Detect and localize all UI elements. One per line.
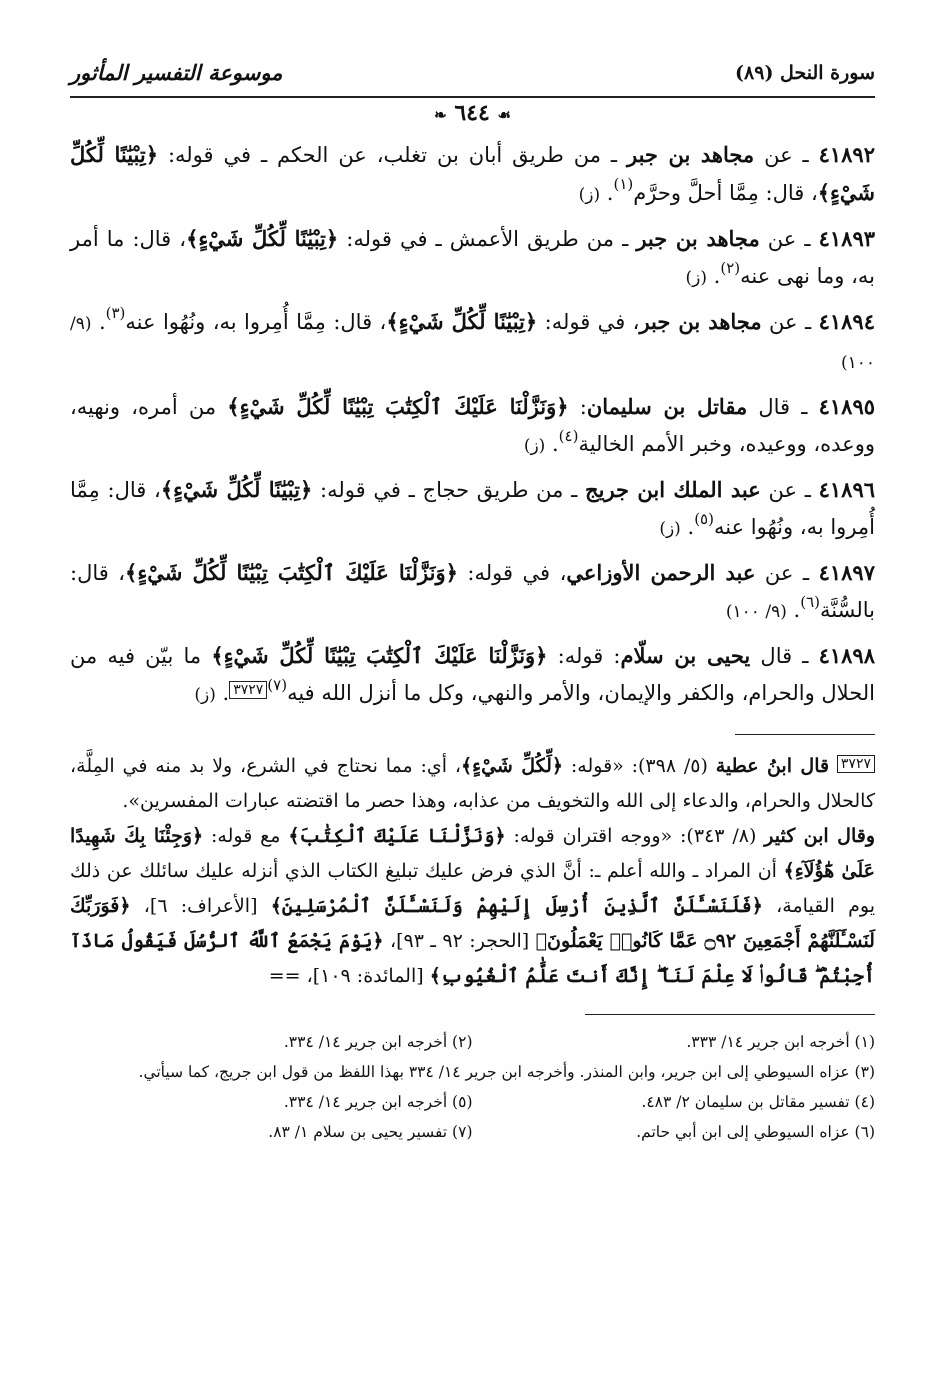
quran-verse: ﴿وَنَزَّلْنَا عَلَيْكَ ٱلْكِتَٰبَ﴾ [288,825,506,847]
footnote-3: (٣) عزاه السيوطي إلى ابن جرير، وابن المنذر. وأخرجه ابن جرير ١٤/ ٣٣٤ بهذا اللفظ من قول ابن جريج، كما سيأتي. [138,1063,875,1081]
quran-verse: ﴿يَوْمَ يَجْمَعُ ٱللَّهُ ٱلرُّسُلَ فَيَقُولُ مَاذَآ أُجِبْتُمْ ۖ قَالُوا۟ لَا عِلْمَ لَنَآ ۖ إِنَّكَ أَنتَ عَلَّٰمُ ٱلْغُيُوبِ﴾ [70,930,875,987]
text-run: . [680,515,695,539]
narrator-name: مجاهد بن جبر [639,309,762,334]
footnote-2: (٢) أخرجه ابن جرير ١٤/ ٣٣٤. [283,1033,473,1051]
footnotes [70,1027,875,1147]
ornament-left-icon: ❧ [434,106,447,124]
text-run: ـ من طريق الأعمش ـ في قوله: [338,227,637,251]
source-code: (ز) [523,436,546,456]
quran-verse: ﴿تِبْيَٰنًا لِّكُلِّ شَيْءٍ﴾ [70,142,875,205]
text-run: أن المراد ـ والله أعلم ـ: أنَّ الذي فرض عليك تبليغ الكتاب الذي أنزله عليك سائلك عن ذلك يوم القيامة، [70,860,875,917]
commentary-paragraph [70,749,875,819]
text-run: (٨/ ٣٤٣): «ووجه اقتران قوله: [505,825,765,847]
text-run: [المائدة: ١٠٩]، == [268,965,430,987]
text-run: ـ عن [760,478,819,502]
footnotes-separator [585,1014,875,1015]
footnote-4: (٤) تفسير مقاتل بن سليمان ٢/ ٤٨٣. [641,1093,875,1111]
narration-entry [70,471,875,548]
commentary-paragraph [70,819,875,994]
text-run: ، في قوله: [457,561,567,585]
commentary-ref-box: ٣٧٢٧ [837,755,875,773]
narrations-list [70,136,875,714]
footnote-ref: (١) [613,175,634,193]
page-number-row [70,100,875,130]
text-run: [الحجر: ٩٢ ـ ٩٣]، [383,930,536,952]
narration-entry [70,303,875,382]
narration-entry [70,637,875,714]
text-run: ـ عن [759,227,819,251]
footnote-5: (٥) أخرجه ابن جرير ١٤/ ٣٣٤. [283,1093,473,1111]
commentary-block [70,749,875,994]
text-run: ، قال: بالسُّنَّة [70,561,875,622]
text-run: . [707,264,721,288]
footnote-ref: (٤) [558,427,579,445]
commentary-ref-box: ٣٧٢٧ [229,681,267,699]
footnote-7: (٧) تفسير يحيى بن سلام ١/ ٨٣. [268,1123,473,1141]
footnote-ref: (٢) [720,259,741,277]
narrator-name: مجاهد بن جبر [627,142,755,167]
text-run [829,755,837,777]
text-run: ـ عن [755,561,819,585]
ornament-right-icon: ☙ [497,106,511,124]
page-header [70,60,875,98]
footnote-ref: (٣) [105,304,126,322]
source-code: (ز) [659,519,681,539]
narration-entry [70,220,875,297]
narration-number: ٤١٨٩٥ [818,394,876,419]
narration-number: ٤١٨٩٢ [818,142,875,167]
text-run: : [568,395,587,419]
narration-number: ٤١٨٩٧ [818,560,875,585]
footnote-ref: (٦) [800,593,821,611]
quran-verse: ﴿وَجِئْنَا بِكَ شَهِيدًا عَلَىٰ هَٰٓؤُلَآءِ﴾ [70,825,875,882]
text-run: [الأعراف: ٦]، [130,895,271,917]
narrator-name: يحيى بن سلّام [620,643,751,668]
footnote-ref: (٧) [267,676,288,694]
text-run: ، أي: مما نحتاج في الشرع، ولا بد منه في المِلَّة، كالحلال والحرام، والدعاء إلى الله والتخويف من عذابه، وهذا حصر ما اقتضته عبارات المفسرين». [70,755,875,812]
footnote-1: (١) أخرجه ابن جرير ١٤/ ٣٣٣. [686,1033,875,1051]
narrator-name: وقال ابن كثير [764,825,876,847]
text-run: ـ عن [761,310,819,334]
text-run: ما بيّن فيه من الحلال والحرام، والكفر والإيمان، والأمر والنهي، وكل ما أنزل الله فيه [70,644,875,705]
text-run: (٥/ ٣٩٨): «قوله: [563,755,716,777]
narrator-name: مقاتل بن سليمان [586,394,748,419]
text-run: مع قوله: [203,825,289,847]
text-run: . [545,432,559,456]
commentary-separator [735,734,875,735]
narrator-name: عبد الرحمن الأوزاعي [566,560,756,585]
narration-number: ٤١٨٩٦ [818,477,876,502]
text-run: ـ عن [754,143,819,167]
quran-verse: ﴿وَنَزَّلْنَا عَلَيْكَ ٱلْكِتَٰبَ تِبْيَٰنًا لِّكُلِّ شَيْءٍ﴾ [227,394,569,419]
text-run: . [215,681,230,705]
text-run: ـ من طريق حجاج ـ في قوله: [312,478,586,502]
footnote-6: (٦) عزاه السيوطي إلى ابن أبي حاتم. [636,1123,875,1141]
footnote-ref: (٥) [694,510,714,528]
narration-number: ٤١٨٩٣ [818,226,876,251]
text-run: : قوله: [547,644,621,668]
narrator-name: مجاهد بن جبر [636,226,760,251]
quran-verse: ﴿تِبْيَٰنًا لِّكُلِّ شَيْءٍ﴾ [160,477,313,502]
source-code: (٩/ ١٠٠) [70,314,875,373]
text-run: ، قال: ما أمر به، وما نهى عنه [70,227,875,288]
quran-verse: ﴿وَنَزَّلْنَا عَلَيْكَ ٱلْكِتَٰبَ تِبْيَٰنًا لِّكُلِّ شَيْءٍ﴾ [125,560,458,585]
source-code: (ز) [194,685,216,705]
source-code: (ز) [578,185,601,205]
narration-entry [70,388,875,465]
text-run: ، قال: مِمَّا أحلَّ وحرَّم [633,181,818,205]
book-title: موسوعة التفسير المأثور [70,60,283,85]
text-run: . [600,181,614,205]
narration-entry [70,554,875,631]
narrator-name: قال ابنُ عطية [715,755,830,777]
narration-entry [70,136,875,214]
quran-verse: ﴿وَنَزَّلْنَا عَلَيْكَ ٱلْكِتَٰبَ تِبْيَٰنًا لِّكُلِّ شَيْءٍ﴾ [211,643,548,668]
surah-title: سورة النحل (٨٩) [735,62,875,84]
page-number: ٦٤٤ [454,100,490,126]
text-run: ، قال: مِمَّا أُمِروا به، ونُهُوا عنه [125,310,387,334]
text-run: ـ من طريق أبان بن تغلب، عن الحكم ـ في قوله: [158,143,627,167]
text-run: ، قال: مِمَّا أُمِروا به، ونُهُوا عنه [70,478,875,539]
text-run: . [91,310,106,334]
quran-verse: ﴿فَوَرَبِّكَ لَنَسْـَٔلَنَّهُمْ أَجْمَعِينَ ۝٩٢ عَمَّا كَانُوا۟ يَعْمَلُونَ﴾ [70,895,875,952]
quran-verse: ﴿لِّكُلِّ شَيْءٍ﴾ [461,755,564,777]
text-run: . [786,598,801,622]
narration-number: ٤١٨٩٨ [818,643,875,668]
text-run: ، في قوله: [537,310,640,334]
source-code: (ز) [685,268,707,288]
book-page [70,60,875,1147]
narrator-name: عبد الملك ابن جريج [585,477,761,502]
text-run: ـ قال [747,395,819,419]
quran-verse: ﴿تِبْيَٰنًا لِّكُلِّ شَيْءٍ﴾ [186,226,339,251]
quran-verse: ﴿تِبْيَٰنًا لِّكُلِّ شَيْءٍ﴾ [386,309,538,334]
source-code: (٩/ ١٠٠) [725,602,787,622]
text-run: من أمره، ونهيه، ووعده، ووعيده، وخبر الأمم الخالية [70,395,875,456]
text-run: ـ قال [750,644,819,668]
quran-verse: ﴿فَلَنَسْـَٔلَنَّ ٱلَّذِينَ أُرْسِلَ إِلَيْهِمْ وَلَنَسْـَٔلَنَّ ٱلْمُرْسَلِينَ﴾ [270,895,763,917]
narration-number: ٤١٨٩٤ [818,309,875,334]
